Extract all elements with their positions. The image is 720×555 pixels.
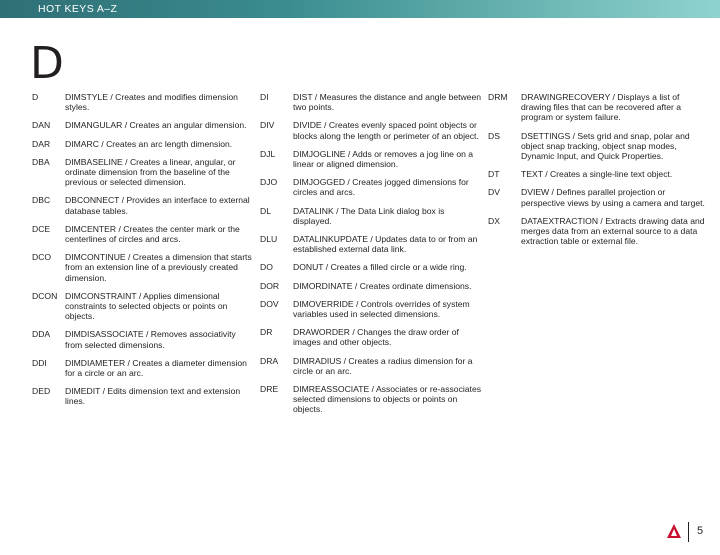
hotkey-entry — [32, 92, 254, 112]
command-name: TEXT — [521, 169, 543, 180]
hotkey-description — [293, 262, 482, 272]
hotkey-code: DDI — [32, 357, 47, 368]
hotkey-code: DT — [488, 169, 500, 180]
hotkey-code: DCE — [32, 223, 51, 234]
command-desc: / Associates or re-associates selected dimensions to objects or points on objects. — [293, 384, 482, 415]
command-name: DIMEDIT — [65, 386, 101, 397]
hotkey-description — [293, 120, 482, 140]
hotkey-entry — [260, 384, 482, 415]
command-desc: / Adds or removes a jog line on a linear or aligned dimension. — [293, 148, 474, 170]
hotkey-description — [293, 92, 482, 112]
hotkey-code: DDA — [32, 329, 51, 340]
hotkey-code: DJO — [260, 177, 278, 188]
hotkey-code: DAR — [32, 138, 51, 149]
hotkey-description — [65, 139, 254, 149]
command-desc: / Creates a diameter dimension for a circle or an arc. — [65, 357, 247, 379]
command-name: DRAWORDER — [293, 327, 350, 338]
command-name: DONUT — [293, 262, 324, 273]
command-name: DATAEXTRACTION — [521, 215, 599, 226]
hotkey-entry — [32, 252, 254, 283]
hotkey-description — [293, 356, 482, 376]
section-letter: D — [30, 38, 64, 89]
command-name: DATALINK — [293, 205, 334, 216]
hotkey-entry — [488, 92, 710, 123]
hotkey-description — [65, 120, 254, 130]
hotkey-description — [521, 92, 710, 123]
command-name: DIST — [293, 92, 313, 102]
hotkey-entry — [260, 177, 482, 197]
command-desc: / Creates a filled circle or a wide ring. — [323, 262, 467, 273]
command-name: DIMJOGGED — [293, 177, 346, 188]
hotkey-code: DCO — [32, 252, 52, 263]
hotkey-entry — [488, 169, 710, 179]
command-name: DIMCENTER — [65, 223, 117, 234]
hotkey-description — [293, 327, 482, 347]
hotkey-description — [65, 291, 254, 322]
hotkey-entry — [260, 234, 482, 254]
command-desc: / Creates and modifies dimension styles. — [65, 92, 238, 113]
hotkey-entry — [488, 216, 710, 247]
hotkey-description — [65, 358, 254, 378]
hotkey-code: DIV — [260, 120, 275, 131]
command-name: DIMDISASSOCIATE — [65, 329, 144, 340]
command-name: DIMARC — [65, 138, 99, 149]
command-desc: / Creates a radius dimension for a circle or an arc. — [293, 355, 473, 376]
header-title: HOT KEYS A–Z — [38, 3, 118, 15]
hotkey-entry — [260, 262, 482, 272]
hotkey-entry — [32, 291, 254, 322]
command-name: DATALINKUPDATE — [293, 234, 368, 245]
hotkey-description — [293, 299, 482, 319]
hotkey-code: DL — [260, 205, 271, 216]
hotkey-entry — [32, 195, 254, 215]
command-name: DIMCONTINUE — [65, 252, 126, 263]
hotkey-entry — [32, 329, 254, 349]
hotkey-description — [65, 386, 254, 406]
command-name: DBCONNECT — [65, 195, 120, 206]
hotkey-entry — [260, 149, 482, 169]
command-name: DIMOVERRIDE — [293, 298, 354, 309]
hotkey-description — [65, 224, 254, 244]
command-desc: / Creates the center mark or the centerlines of circles and arcs. — [65, 223, 240, 245]
hotkey-entry — [260, 92, 482, 112]
command-desc: / Displays a list of drawing files that can be recovered after a program or system failure. — [521, 92, 682, 123]
hotkey-code: DI — [260, 92, 269, 102]
hotkey-code: DRM — [488, 92, 508, 102]
column-3 — [488, 92, 710, 254]
hotkey-description — [293, 149, 482, 169]
command-desc: / Sets grid and snap, polar and object snap tracking, object snap modes, Dynamic Input, and Quick Properties. — [521, 130, 690, 162]
hotkey-description — [293, 234, 482, 254]
hotkey-code: DBA — [32, 156, 50, 167]
command-name: DIVIDE — [293, 120, 322, 131]
hotkey-description — [521, 131, 710, 162]
hotkey-code: DED — [32, 386, 51, 397]
hotkey-description — [521, 216, 710, 247]
command-name: DRAWINGRECOVERY — [521, 92, 611, 102]
page-number: 5 — [697, 525, 704, 537]
hotkey-code: DRE — [260, 384, 279, 395]
hotkey-code: DX — [488, 215, 500, 226]
command-desc: / Controls overrides of system variables used in selected dimensions. — [293, 298, 470, 320]
hotkey-code: DRA — [260, 355, 279, 366]
hotkey-description — [293, 206, 482, 226]
hotkey-description — [293, 281, 482, 291]
hotkey-code: DAN — [32, 120, 51, 131]
hotkey-entry — [32, 224, 254, 244]
command-desc: / Defines parallel projection or perspective views by using a camera and target. — [521, 187, 705, 208]
hotkey-description — [521, 187, 710, 207]
command-desc: / Measures the distance and angle between two points. — [293, 92, 482, 113]
command-desc: / Changes the draw order of images and other objects. — [293, 327, 459, 348]
hotkey-entry — [260, 120, 482, 140]
hotkey-entry — [32, 139, 254, 149]
autodesk-logo-icon — [666, 523, 682, 539]
hotkey-description — [293, 177, 482, 197]
command-name: DIMBASELINE — [65, 156, 123, 167]
command-name: DVIEW — [521, 187, 550, 198]
hotkey-entry — [260, 356, 482, 376]
hotkey-description — [65, 329, 254, 349]
command-name: DIMJOGLINE — [293, 148, 346, 159]
hotkey-code: DLU — [260, 234, 278, 245]
hotkey-entry — [260, 281, 482, 291]
hotkey-code: DS — [488, 130, 500, 141]
command-desc: / Creates an angular dimension. — [122, 120, 247, 131]
command-name: DIMDIAMETER — [65, 357, 126, 368]
command-desc: / Creates a dimension that starts from an extension line of a previously created dimension. — [65, 252, 252, 283]
command-desc: / Creates an arc length dimension. — [98, 138, 233, 149]
hotkey-description — [65, 195, 254, 215]
hotkey-entry — [32, 386, 254, 406]
command-desc: / Updates data to or from an established external data link. — [293, 234, 478, 255]
command-desc: / Removes associativity from selected dimensions. — [65, 329, 236, 350]
command-name: DIMREASSOCIATE — [293, 384, 370, 395]
hotkey-code: DOV — [260, 298, 279, 309]
command-name: DIMRADIUS — [293, 355, 342, 366]
hotkey-code: DV — [488, 187, 500, 198]
hotkey-description — [293, 384, 482, 415]
command-name: DIMCONSTRAINT — [65, 290, 137, 301]
command-desc: / Extracts drawing data and merges data from an external source to a data extraction table or external file. — [521, 215, 705, 247]
command-desc: / Creates a linear, angular, or ordinate dimension from the baseline of the previous or selected dimension. — [65, 156, 236, 188]
hotkey-entry — [260, 327, 482, 347]
hotkey-description — [65, 157, 254, 188]
hotkey-description — [65, 252, 254, 283]
footer-divider — [688, 522, 689, 542]
column-2 — [260, 92, 482, 423]
command-desc: / Creates a single-line text object. — [542, 169, 673, 180]
command-name: DIMANGULAR — [65, 120, 123, 131]
hotkey-entry — [260, 299, 482, 319]
hotkey-entry — [32, 120, 254, 130]
hotkey-entry — [32, 157, 254, 188]
command-name: DIMORDINATE — [293, 280, 353, 291]
hotkey-description — [65, 92, 254, 112]
hotkey-code: DBC — [32, 195, 51, 206]
hotkey-entry — [32, 358, 254, 378]
hotkey-entry — [488, 187, 710, 207]
hotkey-code: DJL — [260, 148, 276, 159]
command-desc: / Creates evenly spaced point objects or blocks along the length or perimeter of an object. — [293, 120, 479, 141]
hotkey-code: D — [32, 92, 39, 102]
hotkey-description — [521, 169, 710, 179]
hotkey-code: DO — [260, 262, 273, 273]
hotkey-code: DR — [260, 327, 273, 338]
command-desc: / Applies dimensional constraints to selected objects or points on objects. — [65, 290, 228, 322]
command-desc: / Edits dimension text and extension lines. — [65, 386, 241, 407]
command-name: DIMSTYLE — [65, 92, 108, 102]
column-1 — [32, 92, 254, 415]
hotkey-entry — [488, 131, 710, 162]
hotkey-entry — [260, 206, 482, 226]
command-desc: / Provides an interface to external database tables. — [65, 195, 250, 216]
hotkey-code: DCON — [32, 290, 58, 301]
command-name: DSETTINGS — [521, 130, 571, 141]
command-desc: / The Data Link dialog box is displayed. — [293, 205, 445, 226]
command-desc: / Creates ordinate dimensions. — [352, 280, 472, 291]
command-desc: / Creates jogged dimensions for circles and arcs. — [293, 177, 469, 198]
hotkey-code: DOR — [260, 280, 280, 291]
